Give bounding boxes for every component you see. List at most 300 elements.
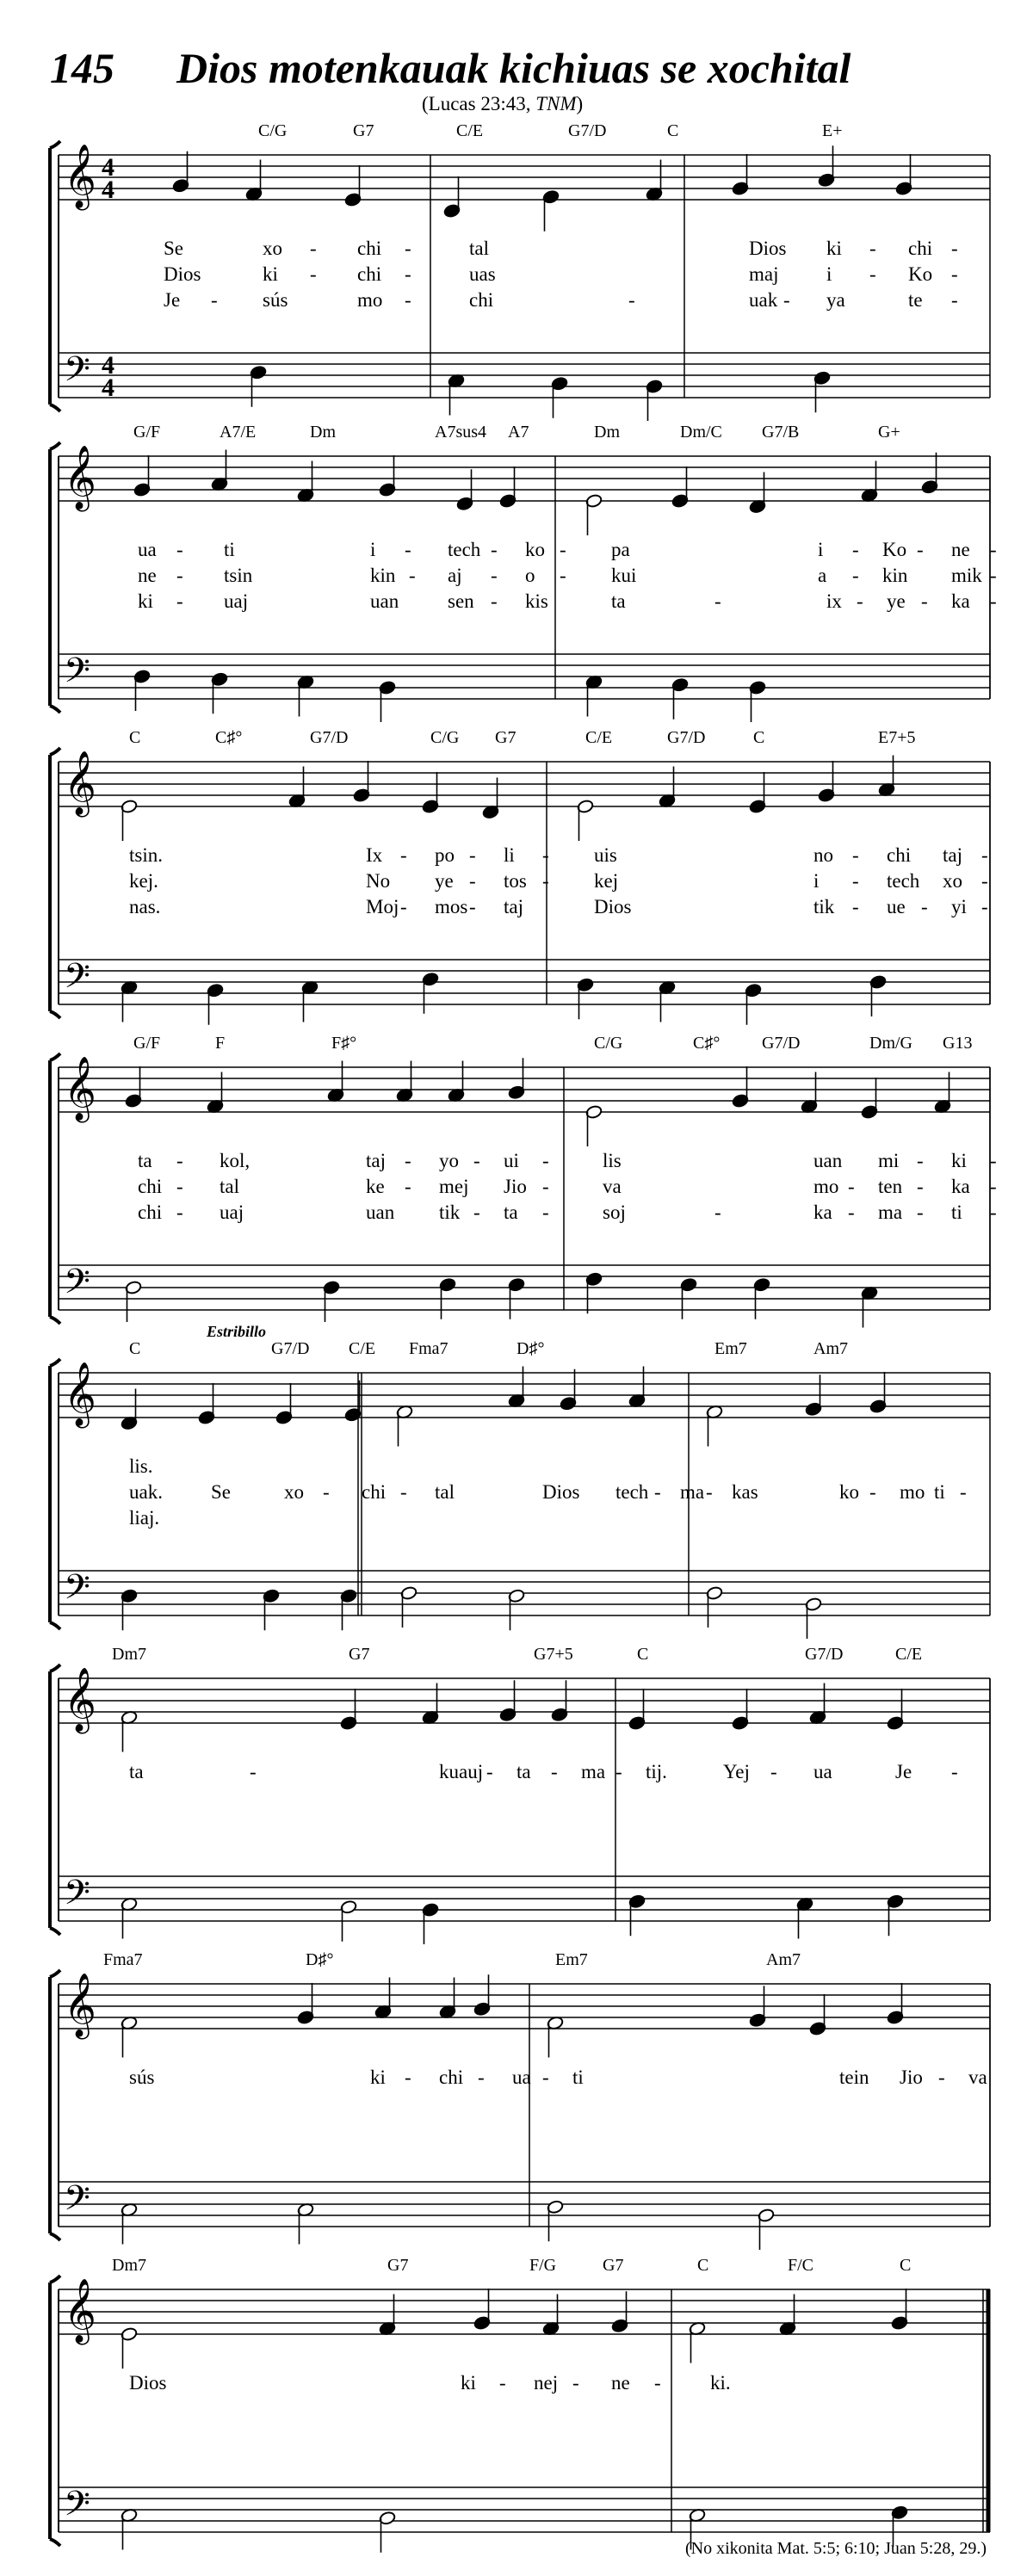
lyric-syllable: - [848,1176,855,1197]
chord-symbol: G7 [387,2256,409,2275]
lyric-syllable: tech [448,539,481,560]
lyric-syllable: - [560,539,566,560]
treble-clef-icon: 𝄞 [64,1058,96,1119]
lyric-syllable: mi [878,1150,900,1171]
lyric-syllable: uan [370,590,399,612]
lyric-syllable: o [525,565,535,586]
lyric-syllable: - [921,590,928,612]
lyric-syllable: chi [887,844,912,866]
chord-symbol: G/F [133,423,161,442]
chord-symbol: Dm/G [869,1034,912,1053]
lyric-syllable: pa [611,539,630,560]
lyric-syllable: - [560,565,566,586]
lyric-syllable: chi [469,289,494,311]
lyric-syllable: tein [839,2066,869,2088]
lyric-syllable: tal [469,238,489,259]
lyric-syllable: tsin. [129,844,163,866]
lyric-syllable: Jio [900,2066,923,2088]
chord-symbol: Dm7 [112,1645,146,1664]
chord-symbol: A7sus4 [435,423,487,442]
lyric-syllable: - [400,1481,407,1503]
lyric-syllable: chi [138,1202,163,1223]
lyric-syllable: - [938,2066,945,2088]
lyric-syllable: - [852,539,859,560]
chord-symbol: C/E [585,728,613,747]
lyric-syllable: xo [943,870,962,892]
lyric-syllable: lis. [129,1455,153,1477]
lyric-syllable: - [405,539,411,560]
chord-symbol: F♯° [331,1034,357,1053]
chord-symbol: Am7 [766,1950,801,1969]
lyric-syllable: - [542,1150,549,1171]
lyric-syllable: Je [164,289,181,311]
chord-symbol: C♯° [215,728,243,747]
staff-system [50,728,990,1025]
lyric-syllable: kol, [220,1150,251,1171]
chord-symbol: C [637,1645,649,1664]
chord-symbol: F/G [529,2256,557,2275]
treble-clef-icon: 𝄞 [64,752,96,813]
lyric-syllable: xo [284,1481,304,1503]
bass-clef-icon: 𝄢 [64,958,90,1004]
chord-symbol: G7 [603,2256,624,2275]
lyric-syllable: ki [461,2372,476,2394]
treble-clef-icon: 𝄞 [64,1669,96,1730]
lyric-syllable: - [486,1761,493,1782]
lyric-syllable: uak [749,289,778,311]
lyric-syllable: kin [370,565,396,586]
chord-symbol: C/G [430,728,460,747]
lyric-syllable: ten [878,1176,903,1197]
lyric-syllable: Dios [749,238,787,259]
lyric-syllable: tech [615,1481,649,1503]
lyric-syllable: - [551,1761,558,1782]
lyric-syllable: - [990,1176,997,1197]
lyric-syllable: - [176,1202,183,1223]
lyric-syllable: - [852,565,859,586]
lyric-syllable: - [654,1481,661,1503]
lyric-syllable: - [491,565,498,586]
chord-symbol: G7/D [667,728,706,747]
lyric-syllable: - [951,238,958,259]
chord-symbol: D♯° [516,1339,545,1358]
lyric-syllable: ua [512,2066,531,2088]
lyric-syllable: yo [439,1150,459,1171]
lyric-syllable: - [176,565,183,586]
lyric-syllable: Dios [164,263,201,285]
chord-symbol: E+ [822,121,843,140]
lyric-syllable: yi [951,896,967,917]
lyric-syllable: mej [439,1176,469,1197]
lyric-syllable: - [917,1202,924,1223]
lyric-syllable: kin [882,565,908,586]
lyric-syllable: - [176,1150,183,1171]
chord-symbol: C [129,1339,141,1358]
lyric-syllable: - [400,844,407,866]
lyric-syllable: - [469,870,476,892]
lyric-syllable: - [499,2372,506,2394]
chord-symbol: C/G [258,121,288,140]
lyric-syllable: i [818,539,824,560]
lyric-syllable: taj [504,896,523,917]
treble-clef-icon: 𝄞 [64,2280,96,2341]
lyric-syllable: sús [129,2066,155,2088]
chord-symbol: F [215,1034,226,1053]
lyric-syllable: Je [895,1761,912,1782]
lyric-syllable: - [473,1150,480,1171]
lyric-syllable: taj [943,844,962,866]
chord-symbol: Fma7 [409,1339,448,1358]
lyric-syllable: - [869,238,876,259]
lyric-syllable: - [176,539,183,560]
lyric-syllable: - [310,238,317,259]
lyric-syllable: ke [366,1176,385,1197]
time-signature-bottom: 4 [102,374,114,402]
chord-symbol: C/E [895,1645,923,1664]
bass-clef-icon: 𝄢 [64,2180,90,2226]
lyric-syllable: Ko [882,539,907,560]
chord-symbol: Em7 [714,1339,747,1358]
lyric-syllable: - [990,590,997,612]
reference-prefix: (Lucas 23:43, [422,93,536,114]
lyric-syllable: chi [908,238,933,259]
lyric-syllable: ti [572,2066,584,2088]
lyric-syllable: ma [878,1202,903,1223]
lyric-syllable: chi [138,1176,163,1197]
lyric-syllable: - [405,289,411,311]
lyric-syllable: - [409,565,416,586]
lyric-syllable: - [917,1150,924,1171]
lyric-syllable: - [951,263,958,285]
lyric-syllable: ta [504,1202,518,1223]
lyric-syllable: - [211,289,218,311]
footnote: (No xikonita Mat. 5:5; 6:10; Juan 5:28, 29.) [685,2539,987,2558]
lyric-syllable: i [370,539,376,560]
lyric-syllable: No [366,870,391,892]
bass-clef-icon: 𝄢 [64,1875,90,1920]
lyric-syllable: tik [813,896,835,917]
staff-system [50,423,997,722]
lyric-syllable: kuauj [439,1761,484,1782]
lyric-syllable: ta [611,590,626,612]
lyric-syllable: Jio [504,1176,527,1197]
chord-symbol: C♯° [693,1034,721,1053]
chord-symbol: G/F [133,1034,161,1053]
lyric-syllable: ko [525,539,545,560]
lyric-syllable: - [990,565,997,586]
lyric-syllable: ta [129,1761,144,1782]
lyric-syllable: - [323,1481,330,1503]
lyric-syllable: Dios [594,896,632,917]
chord-symbol: C [753,728,765,747]
lyric-syllable: chi [357,263,382,285]
lyric-syllable: ui [504,1150,519,1171]
chord-symbol: G7/D [310,728,349,747]
lyric-syllable: - [478,2066,485,2088]
lyric-syllable: mo [900,1481,925,1503]
lyric-syllable: - [469,896,476,917]
lyric-syllable: - [176,1176,183,1197]
lyric-syllable: kas [732,1481,758,1503]
chord-symbol: G7+5 [534,1645,573,1664]
lyric-syllable: ua [138,539,157,560]
chord-symbol: C [900,2256,912,2275]
lyric-syllable: tsin [224,565,253,586]
lyric-syllable: - [405,2066,411,2088]
bass-clef-icon: 𝄢 [64,2486,90,2531]
bass-clef-icon: 𝄢 [64,652,90,698]
lyric-syllable: Dios [129,2372,167,2394]
lyric-syllable: soj [603,1202,626,1223]
treble-clef-icon: 𝄞 [64,1974,96,2035]
chord-symbol: Dm [310,423,336,442]
lyric-syllable: li [504,844,515,866]
lyric-syllable: uan [813,1150,843,1171]
lyric-syllable: - [848,1202,855,1223]
lyric-syllable: - [469,844,476,866]
lyric-syllable: a [818,565,827,586]
chord-symbol: C [667,121,679,140]
chord-symbol: Dm7 [112,2256,146,2275]
song-title: Dios motenkauak kichiuas se xochital [176,44,851,92]
chord-symbol: C/G [594,1034,623,1053]
lyric-syllable: maj [749,263,779,285]
lyric-syllable: - [951,289,958,311]
lyric-syllable: - [990,1150,997,1171]
lyric-syllable: ya [826,289,845,311]
chord-symbol: C/E [456,121,484,140]
lyric-syllable: sús [263,289,288,311]
lyric-syllable: uaj [220,1202,244,1223]
lyric-syllable: no [813,844,833,866]
bass-clef-icon: 𝄢 [64,351,90,397]
lyric-syllable: kui [611,565,637,586]
lyric-syllable: tal [220,1176,239,1197]
lyric-syllable: - [310,263,317,285]
lyric-syllable: chi [357,238,382,259]
lyric-syllable: tij. [646,1761,667,1782]
lyric-syllable: - [990,1202,997,1223]
treble-clef-icon: 𝄞 [64,145,96,207]
chord-symbol: G7/D [805,1645,844,1664]
lyric-syllable: mos [435,896,468,917]
lyric-syllable: - [960,1481,967,1503]
chord-symbol: G7 [495,728,516,747]
lyric-syllable: ma [581,1761,606,1782]
song-number: 145 [50,44,114,92]
lyric-syllable: - [714,1202,721,1223]
lyric-syllable: ki. [710,2372,731,2394]
lyric-syllable: - [783,289,790,311]
chord-symbol: C [697,2256,709,2275]
bass-clef-icon: 𝄢 [64,1263,90,1309]
lyric-syllable: ki [951,1150,967,1171]
chord-symbol: G7/D [271,1339,310,1358]
lyric-syllable: ne [611,2372,630,2394]
lyric-syllable: Ko [908,263,933,285]
time-signature-bottom: 4 [102,176,114,204]
lyric-syllable: - [400,896,407,917]
lyric-syllable: ti [224,539,235,560]
lyric-syllable: ki [138,590,153,612]
lyric-syllable: Ix [366,844,383,866]
chord-symbol: G+ [878,423,900,442]
lyric-syllable: - [542,2066,549,2088]
lyric-syllable: - [852,870,859,892]
lyric-syllable: - [706,1481,713,1503]
lyric-syllable: mo [357,289,383,311]
chord-symbol: G7/D [762,1034,801,1053]
lyric-syllable: - [572,2372,579,2394]
lyric-syllable: xo [263,238,282,259]
lyric-syllable: ki [826,238,842,259]
chord-symbol: F/C [788,2256,814,2275]
lyric-syllable: tik [439,1202,461,1223]
lyric-syllable: - [542,1202,549,1223]
lyric-syllable: ka [951,1176,970,1197]
lyric-syllable: - [852,896,859,917]
lyric-syllable: taj [366,1150,386,1171]
lyric-syllable: uak. [129,1481,163,1503]
lyric-syllable: chi [362,1481,387,1503]
lyric-syllable: uis [594,844,617,866]
lyric-syllable: po [435,844,455,866]
staff-system [50,1645,990,1944]
chord-symbol: D♯° [306,1950,334,1969]
estribillo-label: Estribillo [207,1323,267,1340]
lyric-syllable: ix [826,590,842,612]
chord-symbol: Am7 [813,1339,848,1358]
chord-symbol: G13 [943,1034,973,1053]
treble-clef-icon: 𝄞 [64,1363,96,1424]
lyric-syllable: tal [435,1481,455,1503]
reference-suffix: ) [576,93,584,114]
lyric-syllable: ma [680,1481,705,1503]
lyric-syllable: liaj. [129,1507,160,1529]
lyric-syllable: ka [951,590,970,612]
chord-symbol: G7/B [762,423,800,442]
chord-symbol: A7 [508,423,529,442]
lyric-syllable: kis [525,590,548,612]
lyric-syllable: va [603,1176,622,1197]
lyric-syllable: Se [211,1481,231,1503]
chord-symbol: Fma7 [103,1950,143,1969]
lyric-syllable: ne [138,565,157,586]
bass-clef-icon: 𝄢 [64,1569,90,1615]
treble-clef-icon: 𝄞 [64,447,96,508]
lyric-syllable: - [951,1761,958,1782]
time-signature-top: 4 [102,351,114,380]
lyric-syllable: tech [887,870,920,892]
staff-system [50,121,990,421]
chord-symbol: G7 [349,1645,370,1664]
time-signature-top: 4 [102,153,114,182]
lyric-syllable: - [654,2372,661,2394]
reference-version: TNM [535,93,577,114]
lyric-syllable: - [542,844,549,866]
lyric-syllable: ne [951,539,970,560]
lyric-syllable: i [813,870,820,892]
lyric-syllable: - [491,590,498,612]
lyric-syllable: - [405,238,411,259]
lyric-syllable: - [857,590,863,612]
lyric-syllable: ye [887,590,906,612]
lyric-syllable: aj [448,565,462,586]
lyric-syllable: - [770,1761,777,1782]
lyric-syllable: uan [366,1202,395,1223]
lyric-syllable: ue [887,896,906,917]
lyric-syllable: Yej [723,1761,750,1782]
lyric-syllable: - [250,1761,257,1782]
lyric-syllable: - [628,289,635,311]
lyric-syllable: sen [448,590,474,612]
lyric-syllable: uaj [224,590,249,612]
lyric-syllable: nej [534,2372,559,2394]
lyric-syllable: va [968,2066,987,2088]
lyric-syllable: mo [813,1176,839,1197]
lyric-syllable: Moj [366,896,399,917]
lyric-syllable: - [542,870,549,892]
lyric-syllable: - [921,896,928,917]
lyric-syllable: - [852,844,859,866]
lyric-syllable: - [714,590,721,612]
lyric-syllable: ta [138,1150,152,1171]
lyric-syllable: chi [439,2066,464,2088]
lyric-syllable: - [981,844,988,866]
lyric-syllable: - [917,539,924,560]
chord-symbol: C [129,728,141,747]
lyric-syllable: - [405,1150,411,1171]
lyric-syllable: i [826,263,832,285]
staff-system [50,1034,997,1328]
staff-system [50,1323,990,1639]
lyric-syllable: - [405,263,411,285]
lyric-syllable: ka [813,1202,832,1223]
lyric-syllable: kej [594,870,619,892]
lyric-syllable: ko [839,1481,859,1503]
lyric-syllable: ua [813,1761,832,1782]
chord-symbol: Dm/C [680,423,722,442]
lyric-syllable: ti [934,1481,945,1503]
lyric-syllable: kej. [129,870,158,892]
lyric-syllable: ti [951,1202,962,1223]
lyric-syllable: - [917,1176,924,1197]
lyric-syllable: ki [263,263,278,285]
lyric-syllable: tos [504,870,527,892]
lyric-syllable: te [908,289,923,311]
staff-system [50,1950,990,2250]
lyric-syllable: ta [516,1761,531,1782]
lyric-syllable: - [869,263,876,285]
chord-symbol: C/E [349,1339,376,1358]
chord-symbol: G7 [353,121,374,140]
lyric-syllable: - [542,1176,549,1197]
chord-symbol: G7/D [568,121,607,140]
lyric-syllable: ye [435,870,454,892]
lyric-syllable: - [981,896,988,917]
chord-symbol: Dm [594,423,620,442]
lyric-syllable: uas [469,263,496,285]
lyric-syllable: Dios [542,1481,580,1503]
lyric-syllable: Se [164,238,183,259]
staff-system [50,2256,990,2553]
lyric-syllable: - [491,539,498,560]
lyric-syllable: - [990,539,997,560]
chord-symbol: A7/E [220,423,257,442]
lyric-syllable: - [869,1481,876,1503]
lyric-syllable: - [473,1202,480,1223]
lyric-syllable: - [405,1176,411,1197]
